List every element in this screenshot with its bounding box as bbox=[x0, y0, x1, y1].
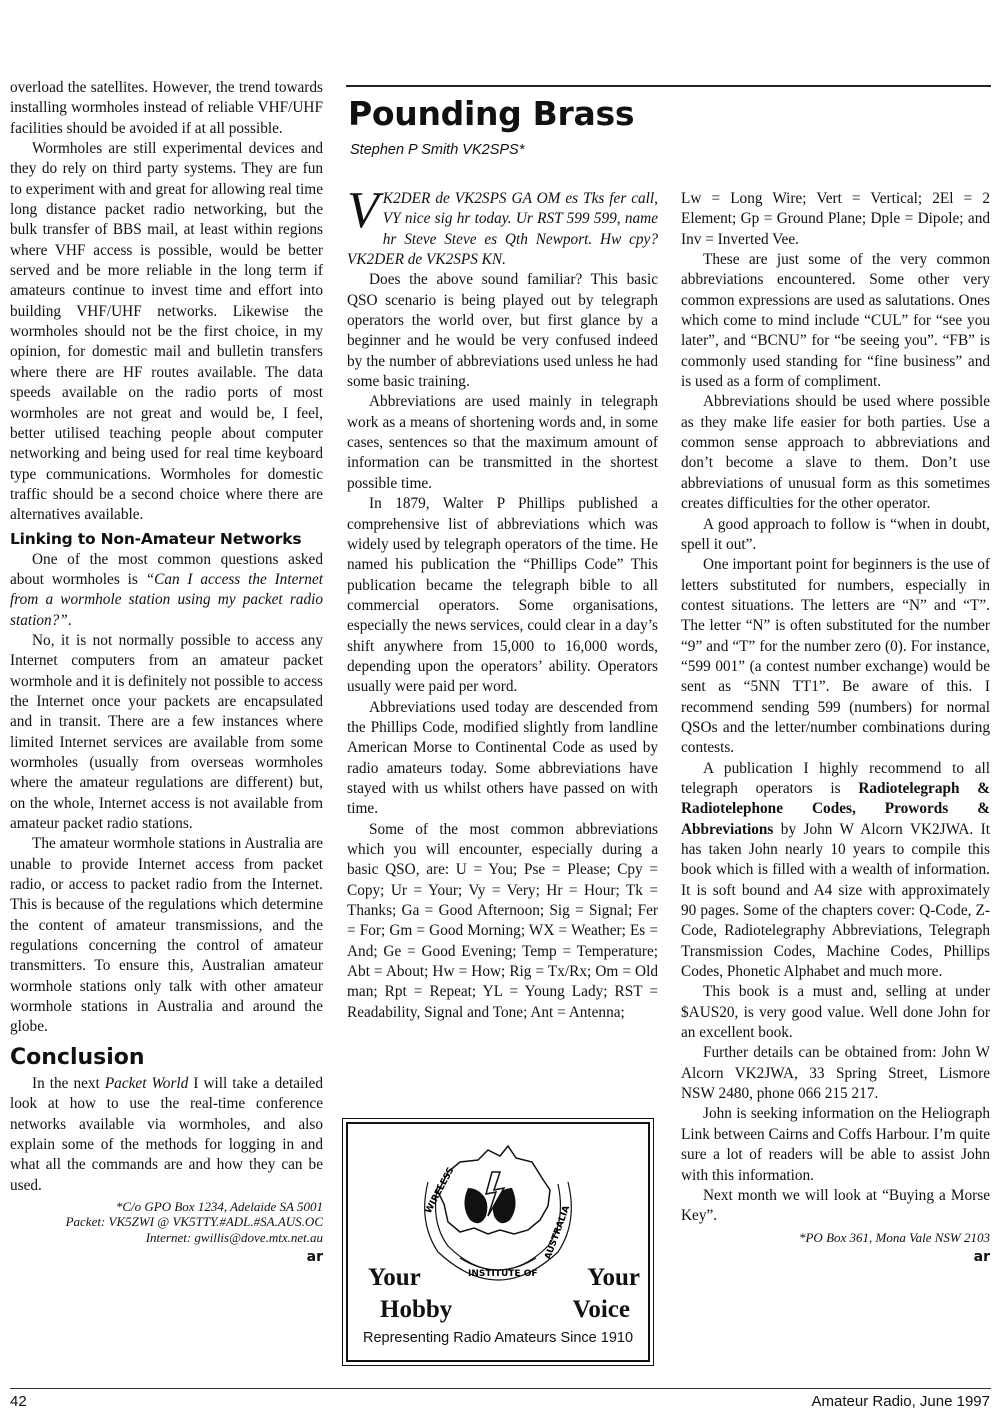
end-mark: ar bbox=[306, 1249, 323, 1266]
paragraph: Some of the most common abbreviations which you will encounter, especially during a basic QSO, are: U = You; Pse = Please; Cpy = Copy; Ur = Your; Vy = Very; Hr = Hour; Tk = Thanks; Ga = Good Afternoon; Sig = Signal; Fer = For; Gm = Good Morning; WX = Weather; Es = And; Ge = Good Evening; Temp = Temperature; Abt = About; Hw = How; Rig = Tx/Rx; Om = Old man; Rpt = Repeat; YL = Young Lady; RST = Readability, Signal and Tone; Ant = Antenna; bbox=[347, 820, 658, 1021]
paragraph: Abbreviations are used mainly in telegraph work as a means of shortening words and, in some cases, sentences so that the maximum amount of information can be transmitted in the shortest possible time. bbox=[347, 393, 658, 492]
issue-line: Amateur Radio, June 1997 bbox=[811, 1393, 990, 1410]
wia-logo bbox=[408, 1132, 588, 1307]
paragraph: Next month we will look at “Buying a Morse Key”. bbox=[681, 1186, 990, 1225]
ad-hobby: Hobby bbox=[380, 1296, 453, 1323]
text: . bbox=[67, 611, 72, 629]
section-heading-linking: Linking to Non-Amateur Networks bbox=[10, 529, 302, 548]
ad-your-right: Your bbox=[587, 1264, 640, 1291]
author-address bbox=[10, 1199, 323, 1246]
byline: Stephen P Smith VK2SPS* bbox=[350, 142, 525, 158]
paragraph: John is seeking information on the Heliograph Link between Cairns and Coffs Harbour. I’m quite sure a lot of readers will be able to assist John with this information. bbox=[681, 1105, 990, 1184]
left-column bbox=[10, 78, 323, 1268]
paragraph bbox=[10, 1074, 323, 1196]
packet-address: Packet: VK5ZWI @ VK5TTY.#ADL.#SA.AUS.OC bbox=[65, 1214, 323, 1230]
paragraph: No, it is not normally possible to access any Internet computers from an amateur packet wormhole and it is definitely not possible to access the Internet once your packets are encapsulated and in transit. There are a few instances where limited Internet services are available from some wormholes (usually from overseas wormholes where the amateur regulations are different) but, on the whole, Internet access is not available from amateur packet radio stations. bbox=[10, 631, 323, 833]
paragraph: overload the satellites. However, the trend towards installing wormholes instead of reliable VHF/UHF facilities should be avoided if at all possible. bbox=[10, 79, 323, 137]
publication-name: Packet World bbox=[104, 1074, 189, 1092]
author-address: *PO Box 361, Mona Vale NSW 2103 bbox=[798, 1229, 990, 1245]
lede-text: K2DER de VK2SPS GA OM es Tks fer call, VY nice sig hr today. Ur RST 599 599, name hr Steve Steve es Qth Newport. Hw cpy? VK2DER de VK2SPS KN. bbox=[347, 190, 658, 269]
text: I will take a detailed look at how to use the real-time conference networks available via wormholes, and also explain some of the methods for logging in and what all the commands are and how they can be used. bbox=[10, 1074, 323, 1194]
article-title: Pounding Brass bbox=[348, 94, 635, 133]
text: In the next bbox=[32, 1074, 105, 1092]
drop-cap: V bbox=[347, 182, 379, 239]
paragraph: Does the above sound familiar? This basic QSO scenario is being played out by telegraph operators the world over, but first glance by a beginner and he would be very confused indeed by the number of abbreviations used unless he had some basic training. bbox=[347, 271, 658, 391]
paragraph: In 1879, Walter P Phillips published a comprehensive list of abbreviations which was widely used by telegraph operators of the time. He named his publication the “Phillips Code” This publication became the telegraph bible to all commercial operators. Some organisations, especially the news services, could clear in a day’s shift anywhere from 15,000 to 16,000 words, depending upon the operators’ ability. Operators usually were paid per word. bbox=[347, 495, 658, 696]
logo-text-left: WIRELESS bbox=[423, 1165, 457, 1216]
paragraph bbox=[681, 759, 990, 983]
book-title: Radiotelegraph & Radiotelephone Codes, Prowords & Abbreviations bbox=[681, 779, 991, 838]
page-number: 42 bbox=[10, 1393, 27, 1410]
paragraph: Further details can be obtained from: John W Alcorn VK2JWA, 33 Spring Street, Lismore NSW 2480, phone 066 215 217. bbox=[681, 1044, 990, 1103]
middle-column bbox=[347, 182, 658, 1023]
ad-your-left: Your bbox=[368, 1264, 421, 1291]
ad-tagline: Representing Radio Amateurs Since 1910 bbox=[362, 1330, 634, 1346]
quote-text: “Can I access the Internet from a wormhole station using my packet radio station?” bbox=[10, 570, 323, 629]
paragraph bbox=[10, 550, 323, 631]
paragraph: Abbreviations should be used where possible as they make life easier for both parties. Use a common sense approach to abbreviations and don’t become a slave to them. Don’t use abbreviations of unusual form as this sometimes creates difficulties for the other operator. bbox=[681, 393, 990, 513]
paragraph: This book is a must and, selling at under $AUS20, is very good value. Well done John for an excellent book. bbox=[681, 983, 990, 1042]
ad-voice: Voice bbox=[572, 1296, 630, 1323]
footer-rule bbox=[10, 1388, 991, 1389]
right-column bbox=[681, 189, 990, 1267]
title-rule bbox=[346, 85, 991, 87]
text: A publication I highly recommend to all telegraph operators is bbox=[681, 759, 990, 797]
paragraph: Abbreviations used today are descended from the Phillips Code, modified slightly from landline American Morse to Continental Code as used by radio amateurs today. Some abbreviations have stayed with us whilst others have passed on with time. bbox=[347, 698, 658, 818]
paragraph: The amateur wormhole stations in Australia are unable to provide Internet access from packet radio, or access to packet radio from the Internet. This is because of the regulations which determine the content of amateur transmissions, and the regulations concerning the control of amateur transmitters. To ensure this, Australian amateur wormhole stations only talk with other amateur wormhole stations in Australia and around the globe. bbox=[10, 835, 323, 1036]
paragraph: These are just some of the very common abbreviations encountered. Some other very common expressions are used as salutations. Ones which come to mind include “CUL” for “see you later”, and “BCNU” for “be seeing you”. “FB” is commonly used standing for “fine business” and is used as a form of compliment. bbox=[681, 251, 990, 391]
wia-advert bbox=[346, 1122, 650, 1362]
paragraph: A good approach to follow is “when in doubt, spell it out”. bbox=[681, 515, 990, 553]
text: by John W Alcorn VK2JWA. It has taken John nearly 10 years to compile this book which is filled with a wealth of information. It is soft bound and A4 size with approximately 90 pages. Some of the chapters cover: Q-Code, Z-Code, Radiotelegraphy Abbreviations, Telegraph Transmission Codes, Machine Codes, Phillips Codes, Phonetic Alphabet and much more. bbox=[681, 820, 990, 981]
logo-text-right: AUSTRALIA bbox=[543, 1204, 573, 1262]
paragraph: Wormholes are still experimental devices and they do rely on third party systems. They are fun to experiment with and great for allowing real time long distance packet radio networking, but the bulk transfer of BBS mail, at least within regions where VHF access is possible, would be better served and be more reliable in the long term if amateurs continue to invest time and effort into building VHF/UHF networks. Likewise the wormholes should not be the first choice, in my opinion, for domestic mail and bulletin transfers where there are HF routes available. The data speeds available on the radio ports of most wormholes are not great and would be, I feel, better utilised teaching people about computer networking and being used for real time keyboard type communications. Wormholes for domestic traffic should be a second choice where there are alternatives available. bbox=[10, 140, 323, 524]
lede-paragraph bbox=[347, 182, 658, 270]
text: One of the most common questions asked about wormholes is bbox=[10, 550, 323, 588]
internet-address: Internet: gwillis@dove.mtx.net.au bbox=[145, 1229, 323, 1245]
section-heading-conclusion: Conclusion bbox=[10, 1044, 145, 1070]
address-line: *C/o GPO Box 1234, Adelaide SA 5001 bbox=[115, 1198, 323, 1214]
paragraph: One important point for beginners is the use of letters substituted for numbers, especially in contest situations. The letters are “N” and “T”. The letter “N” is often substituted for the number “9” and “T” for the number zero (0). For instance, “599 001” (a contest number exchange) would be sent as “5NN TT1”. Be aware of this. I recommend sending 599 (numbers) for normal QSOs and the letter/number combinations during contests. bbox=[681, 556, 990, 757]
paragraph: Lw = Long Wire; Vert = Vertical; 2El = 2 Element; Gp = Ground Plane; Dple = Dipole; and Inv = Inverted Vee. bbox=[681, 190, 990, 248]
end-mark: ar bbox=[973, 1249, 990, 1266]
logo-text-bottom: INSTITUTE OF bbox=[468, 1269, 538, 1279]
